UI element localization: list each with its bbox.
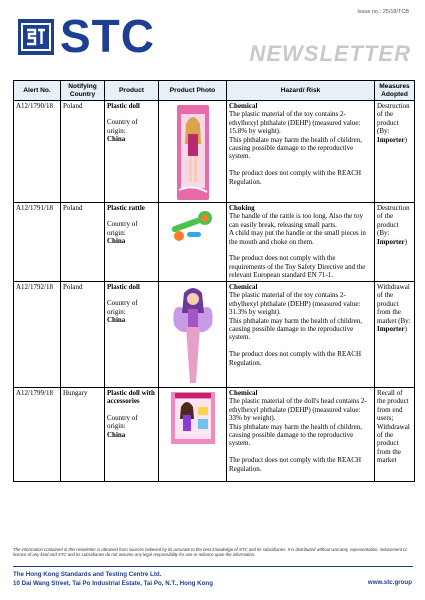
product-name: Plastic doll xyxy=(107,102,140,110)
measures-cell xyxy=(375,388,415,482)
measure-end: ) xyxy=(404,135,407,144)
alert-no: A12/1799/18 xyxy=(14,388,61,482)
brand-name: STC xyxy=(60,10,155,62)
col-alert-no: Alert No. xyxy=(14,81,61,101)
hazard-title: Choking xyxy=(229,204,255,212)
measure-text: Destruction of the product (By: xyxy=(377,204,410,238)
doll-set-photo xyxy=(170,391,216,445)
notifying-country: Hungary xyxy=(61,388,105,482)
hazard-cell xyxy=(227,101,375,203)
origin-value: China xyxy=(107,316,126,325)
rattle-photo xyxy=(167,206,219,246)
col-country: Notifying Country xyxy=(61,81,105,101)
alert-no: A12/1790/18 xyxy=(14,101,61,203)
alert-no: A12/1791/18 xyxy=(14,203,61,282)
origin-value: China xyxy=(107,237,126,246)
col-hazard: Hazard/ Risk xyxy=(227,81,375,101)
alert-no: A12/1792/18 xyxy=(14,282,61,388)
footer-divider xyxy=(13,566,413,567)
hazard-cell xyxy=(227,388,375,482)
hazard-text: The product does not comply with the requirements of the Toy Safety Directive and the relevant European standard EN 71-1. xyxy=(229,254,366,280)
hazard-text: The plastic material of the toy contains 2-ethylhexyl phthalate (DEHP) (measured value: 15.8% by weight). xyxy=(229,110,361,136)
measure-end: ) xyxy=(404,325,407,334)
hazard-cell xyxy=(227,282,375,388)
hazard-title: Chemical xyxy=(229,283,258,291)
product-photo xyxy=(159,282,227,388)
company-block xyxy=(13,570,213,588)
origin-value: China xyxy=(107,135,126,144)
measures-cell xyxy=(375,282,415,388)
product-name: Plastic rattle xyxy=(107,204,145,212)
product-name: Plastic doll with accessories xyxy=(107,389,155,406)
measures-cell xyxy=(375,101,415,203)
table-row xyxy=(14,203,415,282)
hazard-text: This phthalate may harm the health of children, causing possible damage to the reproductive system. xyxy=(229,316,362,342)
hazard-title: Chemical xyxy=(229,389,258,397)
measures-cell xyxy=(375,203,415,282)
product-cell xyxy=(105,388,159,482)
col-photo: Product Photo xyxy=(159,81,227,101)
newsletter-title: NEWSLETTER xyxy=(249,41,411,66)
col-product: Product xyxy=(105,81,159,101)
product-cell xyxy=(105,282,159,388)
hazard-text: The product does not comply with the REACH Regulation. xyxy=(229,169,362,186)
notifying-country: Poland xyxy=(61,101,105,203)
origin-label: Country of origin: xyxy=(107,220,138,237)
measure-by: Importer xyxy=(377,325,405,334)
hazard-cell xyxy=(227,203,375,282)
fairy-doll-photo xyxy=(168,285,218,385)
product-cell xyxy=(105,203,159,282)
origin-label: Country of origin: xyxy=(107,118,138,135)
alerts-table xyxy=(13,80,415,482)
hazard-text: The handle of the rattle is too long. Also the toy can easily break, releasing small parts. xyxy=(229,212,363,229)
doll-box-photo xyxy=(173,104,213,201)
hazard-text: A child may put the handle or the small pieces in the mouth and choke on them. xyxy=(229,229,366,246)
product-photo xyxy=(159,101,227,203)
website-link[interactable]: www.stc.group xyxy=(367,579,412,586)
origin-label: Country of origin: xyxy=(107,299,138,316)
notifying-country: Poland xyxy=(61,282,105,388)
hazard-text: The product does not comply with the REACH Regulation. xyxy=(229,456,362,473)
product-cell xyxy=(105,101,159,203)
product-photo xyxy=(159,203,227,282)
product-name: Plastic doll xyxy=(107,283,140,291)
hazard-text: This phthalate may harm the health of children, causing possible damage to the reproductive system. xyxy=(229,135,362,161)
disclaimer: The information contained in this newsletter is obtained from sources believed by its accurate to the best knowledge of STC and its subsidiaries. It is distributed without warranty, representation, inducement or licence of any kind and STC and its subsidiaries do not assume any legal responsibility for use or reliance upon the information. xyxy=(13,547,408,558)
table-header-row xyxy=(14,81,415,101)
company-address: 10 Dai Wang Street, Tai Po Industrial Estate, Tai Po, N.T., Hong Kong xyxy=(13,580,213,587)
measure-text: Withdrawal of the product from the market (By: xyxy=(377,283,411,325)
hazard-text: The plastic material of the doll's head contains 2-ethylhexyl phthalate (DEHP) (measured value: 33% by weight). xyxy=(229,397,367,423)
measure-text: Recall of the product from end users; Withdrawal of the product from the market xyxy=(377,389,410,465)
hazard-text: This phthalate may harm the health of children, causing possible damage to the reproductive system. xyxy=(229,422,362,448)
product-photo xyxy=(159,388,227,482)
hazard-text: The product does not comply with the REACH Regulation. xyxy=(229,350,362,367)
table-row xyxy=(14,101,415,203)
origin-label: Country of origin: xyxy=(107,413,138,431)
hazard-text: The plastic material of the toy contains 2-ethylhexyl phthalate (DEHP) (measured value: 31.3% by weight). xyxy=(229,291,361,317)
measure-by: Importer xyxy=(377,135,405,144)
measure-text: Destruction of the product (By: xyxy=(377,102,410,136)
measure-by: Importer xyxy=(377,237,405,246)
company-name: The Hong Kong Standards and Testing Centre Ltd. xyxy=(13,571,162,578)
issue-number: Issue no.: 25/18/TCB xyxy=(357,9,409,15)
stc-logo-icon xyxy=(18,19,54,55)
col-measures: Measures Adopted xyxy=(375,81,415,101)
origin-value: China xyxy=(107,430,126,439)
table-row xyxy=(14,388,415,482)
hazard-title: Chemical xyxy=(229,102,258,110)
measure-end: ) xyxy=(404,237,407,246)
stc-logo xyxy=(18,19,54,55)
notifying-country: Poland xyxy=(61,203,105,282)
table-row xyxy=(14,282,415,388)
